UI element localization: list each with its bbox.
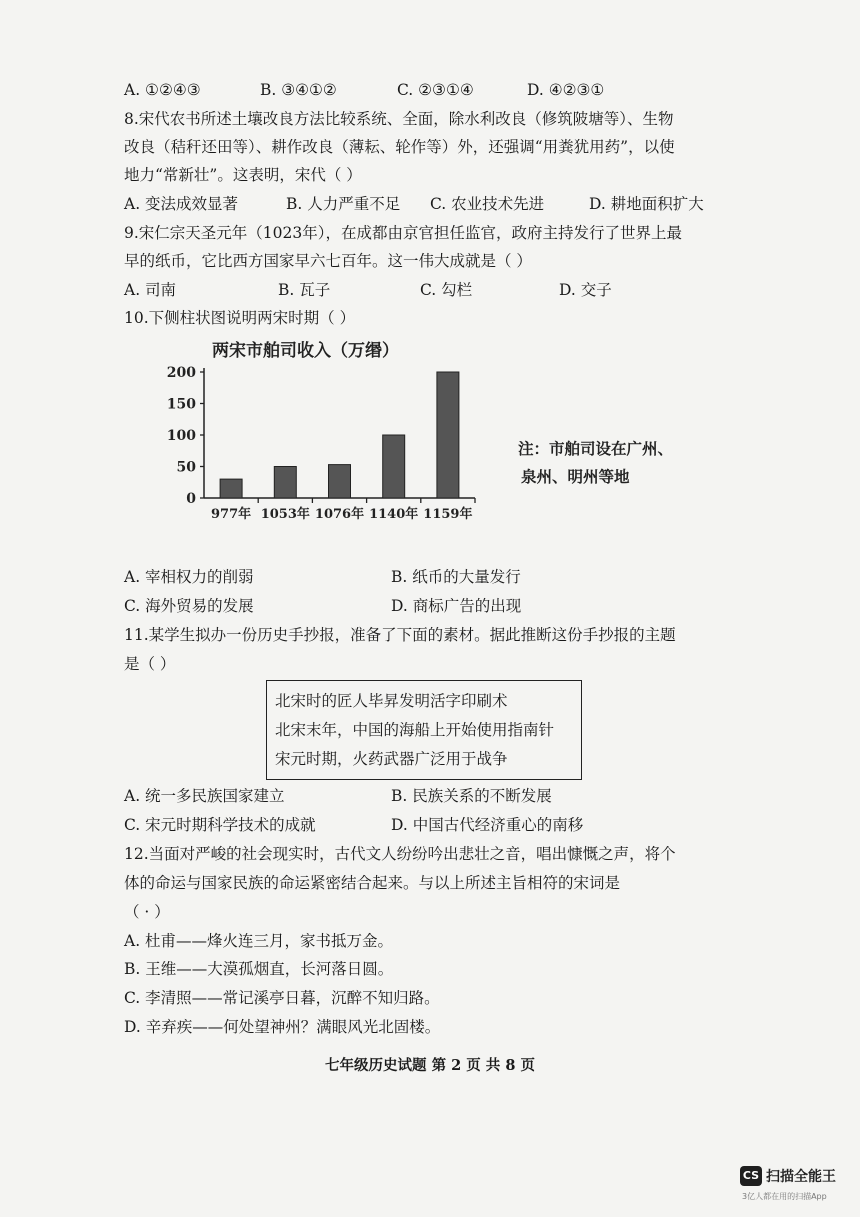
q7-option-c: C. ②③①④ [397, 81, 474, 99]
bar-chart [150, 336, 690, 526]
y-tick-label: 200 [166, 365, 196, 381]
q12-option-d: D. 辛弃疾——何处望神州？满眼风光北固楼。 [124, 1018, 441, 1036]
y-tick-label: 0 [186, 491, 196, 507]
bar [274, 467, 296, 499]
scanner-watermark [740, 1164, 850, 1204]
bars [220, 372, 459, 498]
q8-stem-line2: 改良（秸秆还田等）、耕作改良（薄耘、轮作等）外，还强调“用粪犹用药”，以使 [124, 138, 675, 156]
q8-option-b: B. 人力严重不足 [286, 195, 401, 213]
q8-stem-line1: 8.宋代农书所述土壤改良方法比较系统、全面，除水利改良（修筑陂塘等）、生物 [124, 110, 674, 128]
q8-option-a: A. 变法成效显著 [124, 195, 239, 213]
bar [383, 435, 405, 498]
q9-option-c: C. 勾栏 [420, 281, 473, 299]
q11-option-d: D. 中国古代经济重心的南移 [391, 816, 584, 834]
q10-option-c: C. 海外贸易的发展 [124, 597, 254, 615]
watermark-tagline: 3亿人都在用的扫描App [742, 1192, 827, 1201]
bar [329, 465, 351, 498]
material-box [266, 680, 582, 780]
q8-option-c: C. 农业技术先进 [430, 195, 545, 213]
q8-stem-line3: 地力“常新壮”。这表明，宋代（ ） [124, 166, 362, 184]
q9-option-b: B. 瓦子 [278, 281, 331, 299]
q12-option-c: C. 李清照——常记溪亭日暮，沉醉不知归路。 [124, 989, 440, 1007]
material-line-2: 北宋末年，中国的海船上开始使用指南针 [275, 721, 555, 739]
q10-option-d: D. 商标广告的出现 [391, 597, 522, 615]
q7-option-d: D. ④②③① [527, 81, 605, 99]
q9-option-a: A. 司南 [124, 281, 177, 299]
q11-option-a: A. 统一多民族国家建立 [124, 787, 285, 805]
q12-stem-line3: （ · ） [124, 903, 170, 921]
chart-note-line2: 泉州、明州等地 [521, 467, 630, 486]
q12-option-a: A. 杜甫——烽火连三月，家书抵万金。 [124, 932, 394, 950]
q10-option-b: B. 纸币的大量发行 [391, 568, 521, 586]
q9-option-d: D. 交子 [559, 281, 612, 299]
chart-title: 两宋市舶司收入（万缗） [212, 341, 399, 361]
bar [220, 479, 242, 498]
q11-stem-line2: 是（ ） [124, 655, 176, 673]
x-tick-label: 1076年 [314, 507, 365, 522]
x-tick-label: 977年 [211, 507, 252, 522]
x-tick-label: 1053年 [260, 507, 310, 522]
q12-stem-line2: 体的命运与国家民族的命运紧密结合起来。与以上所述主旨相符的宋词是 [124, 874, 621, 892]
watermark-name: 扫描全能王 [766, 1169, 836, 1185]
x-tick-label: 1159年 [423, 507, 473, 522]
y-tick-label: 50 [176, 459, 196, 476]
q10-option-a: A. 宰相权力的削弱 [124, 568, 254, 586]
y-tick-labels [167, 365, 204, 507]
q7-option-b: B. ③④①② [260, 81, 337, 99]
cs-logo-icon: CS [740, 1166, 762, 1186]
q9-stem-line1: 9.宋仁宗天圣元年（1023年），在成都由京官担任监官，政府主持发行了世界上最 [124, 224, 682, 242]
page-footer: 七年级历史试题 第 2 页 共 8 页 [325, 1057, 535, 1074]
x-tick-label: 1140年 [369, 507, 419, 522]
q12-option-b: B. 王维——大漠孤烟直，长河落日圆。 [124, 960, 394, 978]
y-tick-label: 100 [166, 428, 196, 444]
q12-stem-line1: 12.当面对严峻的社会现实时，古代文人纷纷吟出悲壮之音，唱出慷慨之声，将个 [124, 845, 676, 863]
x-tick-labels [211, 498, 475, 522]
y-tick-label: 150 [166, 396, 196, 413]
material-line-3: 宋元时期，火药武器广泛用于战争 [275, 750, 508, 768]
q11-option-b: B. 民族关系的不断发展 [391, 787, 552, 805]
chart-note-line1: 注：市舶司设在广州、 [518, 439, 674, 458]
q9-stem-line2: 早的纸币，它比西方国家早六七百年。这一伟大成就是（ ） [124, 252, 532, 270]
q7-option-a: A. ①②④③ [124, 81, 201, 99]
q8-option-d: D. 耕地面积扩大 [589, 195, 704, 213]
q11-stem-line1: 11.某学生拟办一份历史手抄报，准备了下面的素材。据此推断这份手抄报的主题 [124, 626, 676, 644]
material-line-1: 北宋时的匠人毕昇发明活字印刷术 [275, 692, 508, 710]
q11-option-c: C. 宋元时期科学技术的成就 [124, 816, 316, 834]
bar [437, 372, 459, 498]
q10-stem: 10.下侧柱状图说明两宋时期（ ） [124, 309, 356, 327]
